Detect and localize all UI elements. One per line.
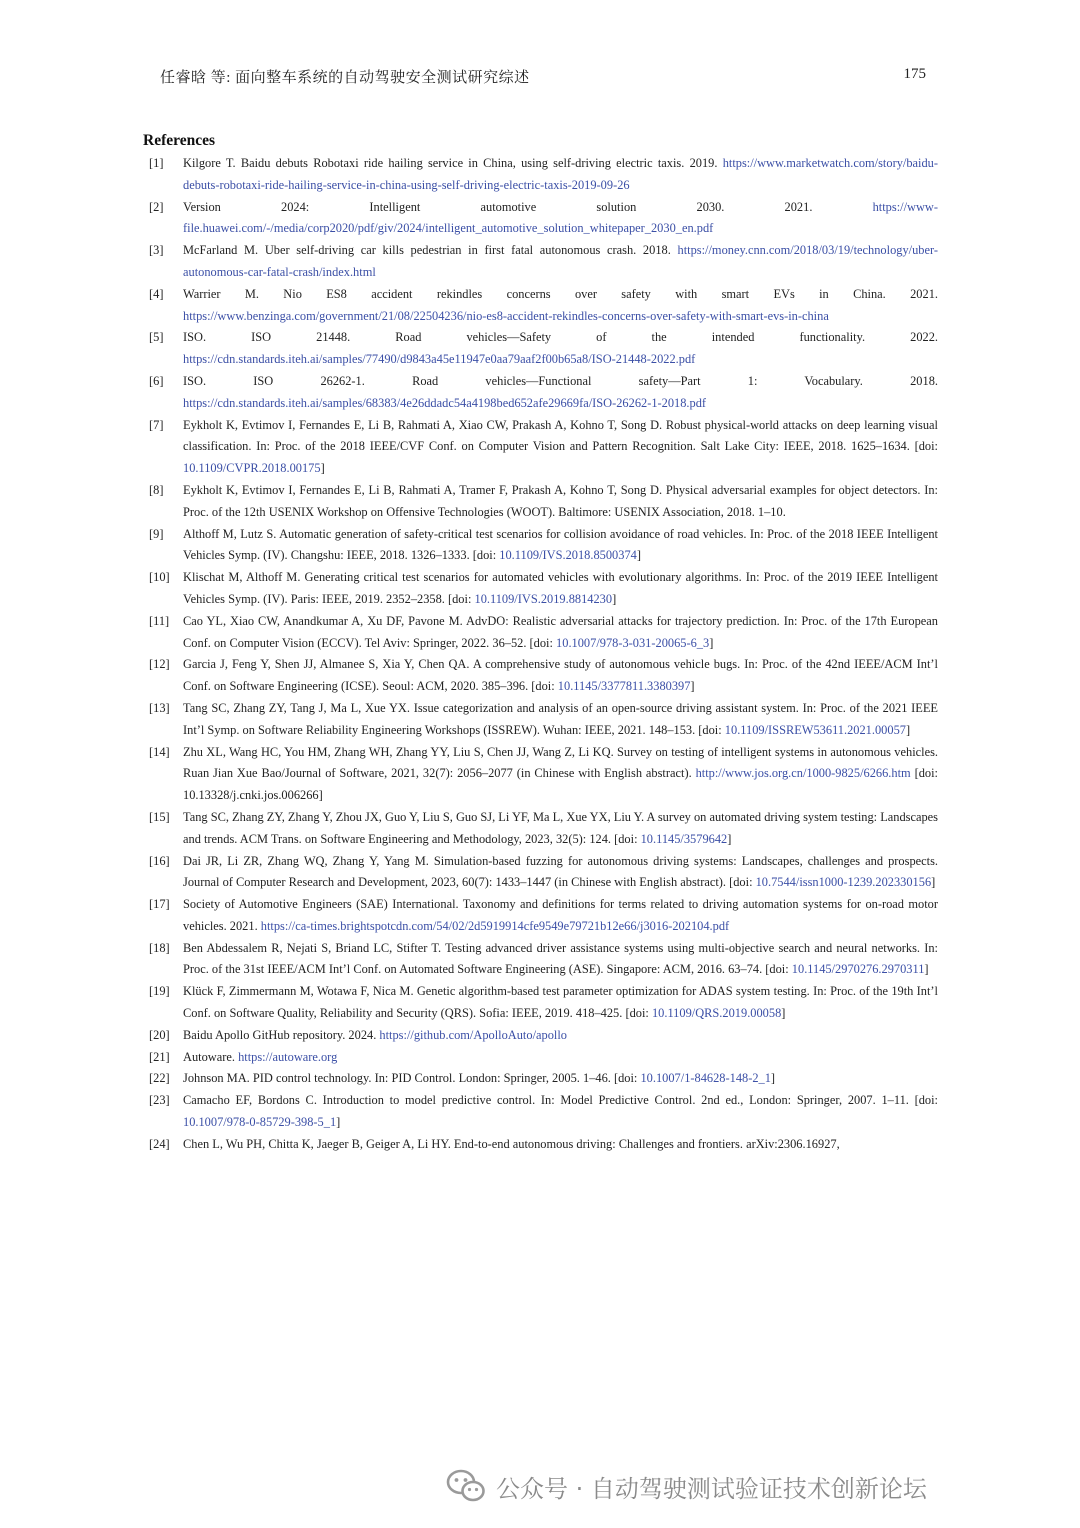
reference-trailing-text: ] [727, 831, 732, 846]
page-number: 175 [903, 66, 926, 82]
reference-item [143, 1134, 938, 1156]
reference-text: Warrier M. Nio ES8 accident rekindles concerns over safety with smart EVs in China. 2021. [183, 286, 938, 301]
reference-body [183, 524, 938, 568]
reference-number: [22] [149, 1071, 170, 1086]
reference-item [143, 480, 938, 524]
reference-item [143, 284, 938, 328]
reference-number: [13] [149, 700, 170, 715]
reference-item [143, 415, 938, 480]
reference-trailing-text: ] [770, 1071, 776, 1086]
reference-text: Tang SC, Zhang ZY, Zhang Y, Zhou JX, Guo Y, Liu S, Guo SJ, Li YF, Ma L, Xue YX, Liu Y. A survey on automated driving system testing: Landscapes and trends. ACM Trans. on Software Engineering and Methodology, 2023, 32(5): 124. [doi: [183, 809, 938, 846]
reference-text: Autoware. [183, 1049, 239, 1064]
reference-item [143, 371, 938, 415]
reference-body [183, 611, 938, 655]
reference-item [143, 197, 938, 241]
reference-text: Camacho EF, Bordons C. Introduction to model predictive control. In: Model Predictive Control. 2nd ed., London: Springer, 2007. 1–11. [doi: [183, 1093, 938, 1108]
reference-item [143, 742, 938, 807]
reference-body [183, 371, 938, 415]
reference-body [183, 197, 938, 241]
reference-trailing-text: ] [905, 722, 911, 737]
reference-body [183, 742, 938, 807]
reference-link[interactable]: https://cdn.standards.iteh.ai/samples/68383/4e26ddadc54a4198bed652afe29669fa/ISO-26262-1-2018.pdf [183, 395, 707, 410]
reference-link[interactable]: https://www.marketwatch.com/story/baidu-debuts-robotaxi-ride-hailing-service-in-china-using-self-driving-electric-taxis-2019-09-26 [183, 156, 938, 192]
reference-number: [3] [149, 243, 164, 258]
reference-link[interactable]: https://cdn.standards.iteh.ai/samples/77490/d9843a45e11947e0aa79aaf2f00b65a8/ISO-21448-2022.pdf [183, 352, 696, 367]
reference-link[interactable]: 10.1109/CVPR.2018.00175 [183, 461, 321, 476]
wechat-icon [446, 1469, 486, 1503]
reference-body [183, 240, 938, 284]
reference-trailing-text: ] [709, 635, 714, 650]
reference-number: [15] [149, 809, 170, 824]
reference-body [183, 1090, 938, 1134]
reference-number: [12] [149, 657, 170, 672]
reference-item [143, 894, 938, 938]
reference-item [143, 240, 938, 284]
reference-link[interactable]: http://www.jos.org.cn/1000-9825/6266.htm [695, 766, 911, 781]
reference-trailing-text: ] [320, 461, 325, 476]
reference-body [183, 480, 938, 524]
reference-number: [11] [149, 613, 170, 628]
reference-link[interactable]: 10.7544/issn1000-1239.202330156 [755, 875, 932, 890]
reference-number: [4] [149, 286, 164, 301]
reference-item [143, 1090, 938, 1134]
watermark-text: 公众号 · 自动驾驶测试验证技术创新论坛 [496, 1474, 927, 1503]
reference-number: [24] [149, 1136, 170, 1151]
reference-item [143, 698, 938, 742]
reference-text: McFarland M. Uber self-driving car kills pedestrian in first fatal autonomous crash. 2018. [183, 243, 678, 258]
reference-text: Ben Abdessalem R, Nejati S, Briand LC, Stifter T. Testing advanced driver assistance systems using multi-objective search and neural networks. In: Proc. of the 31st IEEE/ACM Int’l Conf. on Automated Software Engineering (ASE). Singapore: ACM, 2016. 63–74. [doi: [183, 940, 938, 977]
reference-body [183, 698, 938, 742]
reference-link[interactable]: https://www.benzinga.com/government/21/08/22504236/nio-es8-accident-rekindles-concerns-over-safety-with-smart-evs-in-china [183, 308, 829, 323]
reference-link[interactable]: https://github.com/ApolloAuto/apollo [379, 1027, 567, 1042]
reference-text: Baidu Apollo GitHub repository. 2024. [183, 1027, 380, 1042]
reference-text: Kilgore T. Baidu debuts Robotaxi ride hailing service in China, using self-driving electric taxis. 2019. [183, 156, 723, 170]
reference-link[interactable]: https://money.cnn.com/2018/03/19/technology/uber-autonomous-car-fatal-crash/index.html [183, 243, 938, 279]
reference-link[interactable]: 10.1109/IVS.2018.8500374 [499, 548, 637, 563]
reference-list [143, 153, 938, 1156]
reference-body [183, 1025, 938, 1047]
reference-item [143, 567, 938, 611]
reference-number: [5] [149, 330, 164, 345]
reference-item [143, 153, 938, 197]
reference-item [143, 654, 938, 698]
reference-link[interactable]: https://autoware.org [238, 1049, 338, 1064]
reference-trailing-text: ] [924, 962, 929, 977]
reference-text: Klischat M, Althoff M. Generating critical test scenarios for automated vehicles with evolutionary algorithms. In: Proc. of the 2019 IEEE Intelligent Vehicles Symp. (IV). Paris: IEEE, 2019. 2352–2358. [doi: [183, 570, 938, 606]
reference-body [183, 654, 938, 698]
reference-link[interactable]: 10.1145/3579642 [640, 831, 728, 846]
reference-text: Chen L, Wu PH, Chitta K, Jaeger B, Geiger A, Li HY. End-to-end autonomous driving: Challenges and frontiers. arXiv:2306.16927, [183, 1136, 840, 1151]
reference-number: [9] [149, 526, 164, 541]
reference-link[interactable]: 10.1007/1-84628-148-2_1 [640, 1071, 771, 1086]
reference-body [183, 284, 938, 328]
reference-item [143, 981, 938, 1025]
reference-number: [1] [149, 156, 164, 170]
reference-number: [2] [149, 199, 164, 214]
reference-text: Dai JR, Li ZR, Zhang WQ, Zhang Y, Yang M. Simulation-based fuzzing for autonomous driving systems: Landscapes, challenges and prospects. Journal of Computer Research and Development, 2023, 60(7): 1433–1447 (in Chinese with English abstract). [doi: [183, 853, 938, 890]
reference-text: ISO. ISO 26262-1. Road vehicles—Functional safety—Part 1: Vocabulary. 2018. [183, 373, 938, 388]
reference-number: [21] [149, 1049, 170, 1064]
reference-text: Cao YL, Xiao CW, Anandkumar A, Xu DF, Pavone M. AdvDO: Realistic adversarial attacks for trajectory prediction. In: Proc. of the 17th European Conf. on Computer Vision (ECCV). Tel Aviv: Springer, 2022. 36–52. [doi: [183, 613, 938, 650]
reference-trailing-text: ] [690, 679, 695, 694]
reference-link[interactable]: 10.1007/978-3-031-20065-6_3 [556, 635, 710, 650]
reference-body [183, 1068, 938, 1090]
reference-number: [6] [149, 373, 164, 388]
reference-item [143, 327, 938, 371]
reference-number: [17] [149, 897, 170, 912]
reference-text: Eykholt K, Evtimov I, Fernandes E, Li B, Rahmati A, Tramer F, Prakash A, Kohno T, Song D. Physical adversarial examples for object detectors. In: Proc. of the 12th USENIX Workshop on Offensive Technologies (WOOT). Baltimore: USENIX Association, 2018. 1–10. [183, 482, 938, 519]
reference-trailing-text: ] [336, 1115, 341, 1130]
reference-item [143, 807, 938, 851]
reference-number: [10] [149, 570, 170, 585]
reference-body [183, 1134, 938, 1156]
reference-link[interactable]: 10.1007/978-0-85729-398-5_1 [183, 1115, 337, 1130]
reference-body [183, 807, 938, 851]
reference-body [183, 567, 938, 611]
reference-link[interactable]: https://www-file.huawei.com/-/media/corp2020/pdf/giv/2024/intelligent_automotive_solution_whitepaper_2030_en.pdf [183, 199, 938, 236]
reference-trailing-text: ] [636, 548, 641, 563]
reference-text: Althoff M, Lutz S. Automatic generation of safety-critical test scenarios for collision avoidance of road vehicles. In: Proc. of the 2018 IEEE Intelligent Vehicles Symp. (IV). Changshu: IEEE, 2018. 1326–1333. [doi: [183, 526, 938, 563]
reference-body [183, 851, 938, 895]
reference-number: [16] [149, 853, 170, 868]
reference-body [183, 981, 938, 1025]
reference-text: Tang SC, Zhang ZY, Tang J, Ma L, Xue YX. Issue categorization and analysis of an open-source driving assistant system. In: Proc. of the 2021 IEEE Int’l Symp. on Software Reliability Engineering Workshops (ISSREW). Wuhan: IEEE, 2021. 148–153. [doi: [183, 700, 938, 737]
reference-trailing-text: ] [612, 591, 617, 606]
reference-link[interactable]: 10.1109/QRS.2019.00058 [651, 1006, 782, 1021]
watermark [446, 1466, 927, 1506]
reference-body [183, 415, 938, 480]
reference-text: Society of Automotive Engineers (SAE) International. Taxonomy and definitions for terms related to driving automation systems for on-road motor vehicles. 2021. [183, 897, 938, 933]
reference-text: Klück F, Zimmermann M, Wotawa F, Nica M. Genetic algorithm-based test parameter optimization for ADAS system testing. In: Proc. of the 19th Int’l Conf. on Software Quality, Reliability and Security (QRS). Sofia: IEEE, 2019. 418–425. [doi: [183, 984, 938, 1021]
running-title: 任睿晗 等: 面向整车系统的自动驾驶安全测试研究综述 [160, 70, 530, 86]
reference-number: [23] [149, 1093, 170, 1108]
reference-body [183, 938, 938, 982]
reference-link[interactable]: 10.1145/3377811.3380397 [557, 679, 691, 694]
reference-trailing-text: [doi: 10.13328/j.cnki.jos.006266] [183, 766, 938, 803]
reference-item [143, 611, 938, 655]
reference-text: Garcia J, Feng Y, Shen JJ, Almanee S, Xia Y, Chen QA. A comprehensive study of autonomous vehicle bugs. In: Proc. of the 42nd IEEE/ACM Int’l Conf. on Software Engineering (ICSE). Seoul: ACM, 2020. 385–396. [doi: [183, 657, 938, 694]
reference-trailing-text: ] [781, 1006, 786, 1021]
reference-text: Eykholt K, Evtimov I, Fernandes E, Li B, Rahmati A, Xiao CW, Prakash A, Kohno T, Song D. Robust physical-world attacks on deep learning visual classification. In: Proc. of the 2018 IEEE/CVF Conf. on Computer Vision and Pattern Recognition. Salt Lake City: IEEE, 2018. 1625–1634. [doi: [183, 417, 938, 454]
reference-text: ISO. ISO 21448. Road vehicles—Safety of the intended functionality. 2022. [183, 330, 938, 345]
references-heading: References [143, 132, 216, 149]
reference-number: [7] [149, 417, 164, 432]
reference-link[interactable]: 10.1109/IVS.2019.8814230 [474, 591, 613, 606]
reference-link[interactable]: https://ca-times.brightspotcdn.com/54/02/2d5919914cfe9549e79721b12e66/j3016-202104.pdf [260, 918, 730, 933]
reference-text: Johnson MA. PID control technology. In: PID Control. London: Springer, 2005. 1–46. [doi: [183, 1071, 641, 1086]
reference-item [143, 1047, 938, 1069]
reference-item [143, 851, 938, 895]
reference-item [143, 938, 938, 982]
reference-item [143, 524, 938, 568]
reference-body [183, 1047, 938, 1069]
reference-link[interactable]: 10.1109/ISSREW53611.2021.00057 [724, 722, 906, 737]
reference-number: [8] [149, 482, 164, 497]
reference-text: Version 2024: Intelligent automotive solution 2030. 2021. [183, 199, 873, 214]
reference-number: [20] [149, 1027, 170, 1042]
reference-body [183, 894, 938, 938]
reference-item [143, 1025, 938, 1047]
reference-trailing-text: ] [931, 875, 936, 890]
reference-text: Zhu XL, Wang HC, You HM, Zhang WH, Zhang YY, Liu S, Chen JJ, Wang Z, Li KQ. Survey on testing of intelligent systems in autonomous vehicles. Ruan Jian Xue Bao/Journal of Software, 2021, 32(7): 2056–2077 (in Chinese with English abstract). [183, 744, 938, 781]
reference-number: [19] [149, 984, 170, 999]
reference-number: [14] [149, 744, 170, 759]
reference-number: [18] [149, 940, 170, 955]
reference-body [183, 153, 938, 197]
reference-body [183, 327, 938, 371]
reference-item [143, 1068, 938, 1090]
reference-link[interactable]: 10.1145/2970276.2970311 [791, 962, 925, 977]
